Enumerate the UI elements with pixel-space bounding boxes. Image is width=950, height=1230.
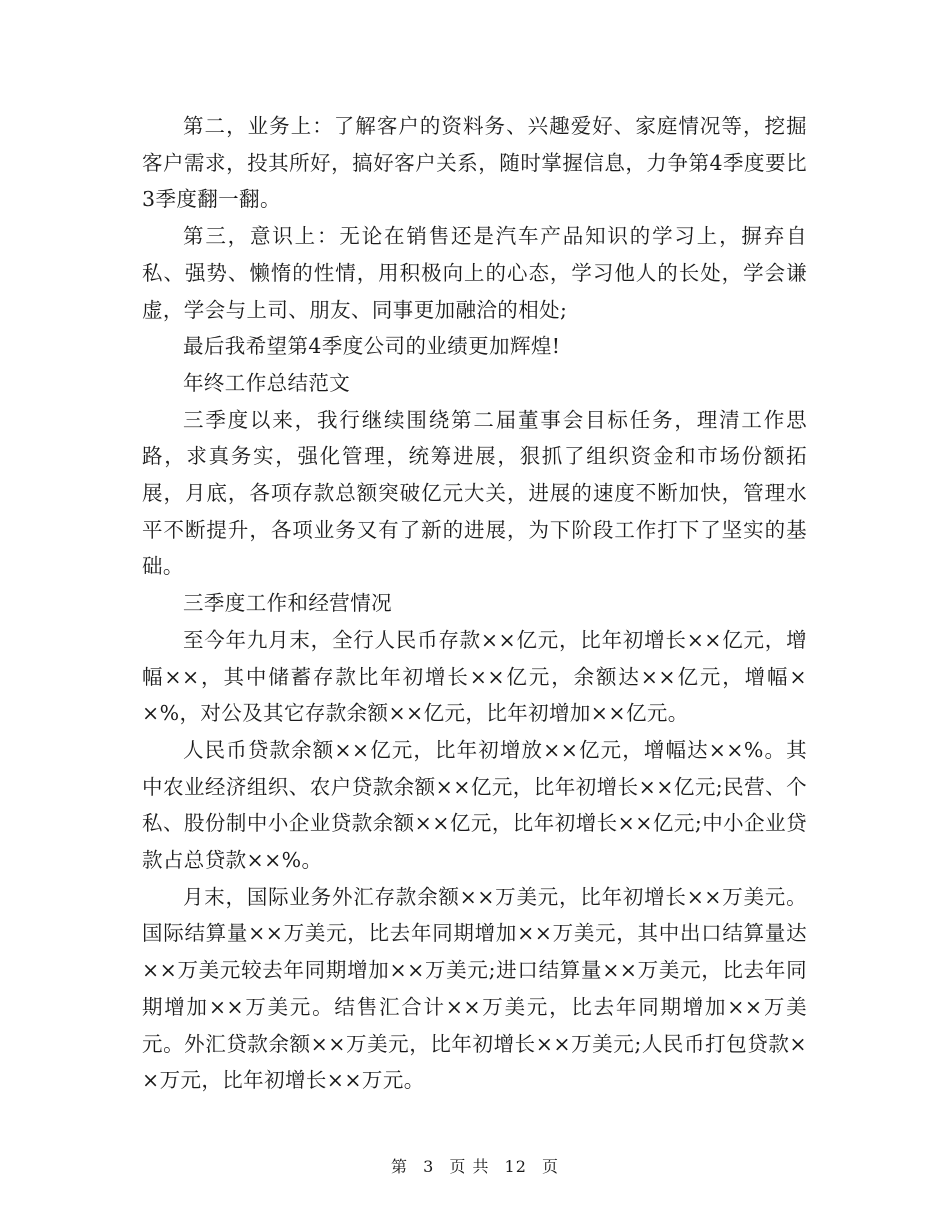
section-heading-q3-operations: 三季度工作和经营情况 — [183, 591, 392, 616]
document-body — [142, 108, 807, 1099]
page-footer — [0, 1154, 950, 1177]
paragraph-business: 第二，业务上：了解客户的资料务、兴趣爱好、家庭情况等，挖掘客户需求，投其所好，搞好客户关系，随时掌握信息，力争第4季度要比3季度翻一翻。 — [142, 114, 807, 212]
footer-middle: 页 共 — [449, 1157, 490, 1176]
section-heading-year-end-summary: 年终工作总结范文 — [183, 370, 351, 395]
footer-total-pages: 12 — [504, 1157, 527, 1176]
footer-suffix: 页 — [542, 1157, 560, 1176]
footer-prefix: 第 — [390, 1157, 408, 1176]
paragraph-deposits: 至今年九月末，全行人民币存款××亿元，比年初增长××亿元，增幅××，其中储蓄存款比年初增长××亿元，余额达××亿元，增幅××%，对公及其它存款余额××亿元，比年初增加××亿元。 — [142, 627, 807, 726]
paragraph-q3-overview: 三季度以来，我行继续围绕第二届董事会目标任务，理清工作思路，求真务实，强化管理，统筹进展，狠抓了组织资金和市场份额拓展，月底，各项存款总额突破亿元大关，进展的速度不断加快，管理水平不断提升，各项业务又有了新的进展，为下阶段工作打下了坚实的基础。 — [142, 407, 807, 579]
footer-page-number: 3 — [423, 1157, 435, 1176]
paragraph-closing-wish: 最后我希望第4季度公司的业绩更加辉煌! — [183, 334, 561, 359]
paragraph-awareness: 第三，意识上：无论在销售还是汽车产品知识的学习上，摒弃自私、强势、懒惰的性情，用积极向上的心态，学习他人的长处，学会谦虚，学会与上司、朋友、同事更加融洽的相处; — [142, 224, 807, 322]
paragraph-loans: 人民币贷款余额××亿元，比年初增放××亿元，增幅达××%。其中农业经济组织、农户贷款余额××亿元，比年初增长××亿元;民营、个私、股份制中小企业贷款余额××亿元，比年初增长××亿元;中小企业贷款占总贷款××%。 — [142, 737, 807, 873]
paragraph-international-business: 月末，国际业务外汇存款余额××万美元，比年初增长××万美元。国际结算量××万美元，比去年同期增加××万美元，其中出口结算量达××万美元较去年同期增加××万美元;进口结算量××万美元，比去年同期增加××万美元。结售汇合计××万美元，比去年同期增加××万美元。外汇贷款余额××万美元，比年初增长××万美元;人民币打包贷款××万元，比年初增长××万元。 — [142, 884, 807, 1093]
